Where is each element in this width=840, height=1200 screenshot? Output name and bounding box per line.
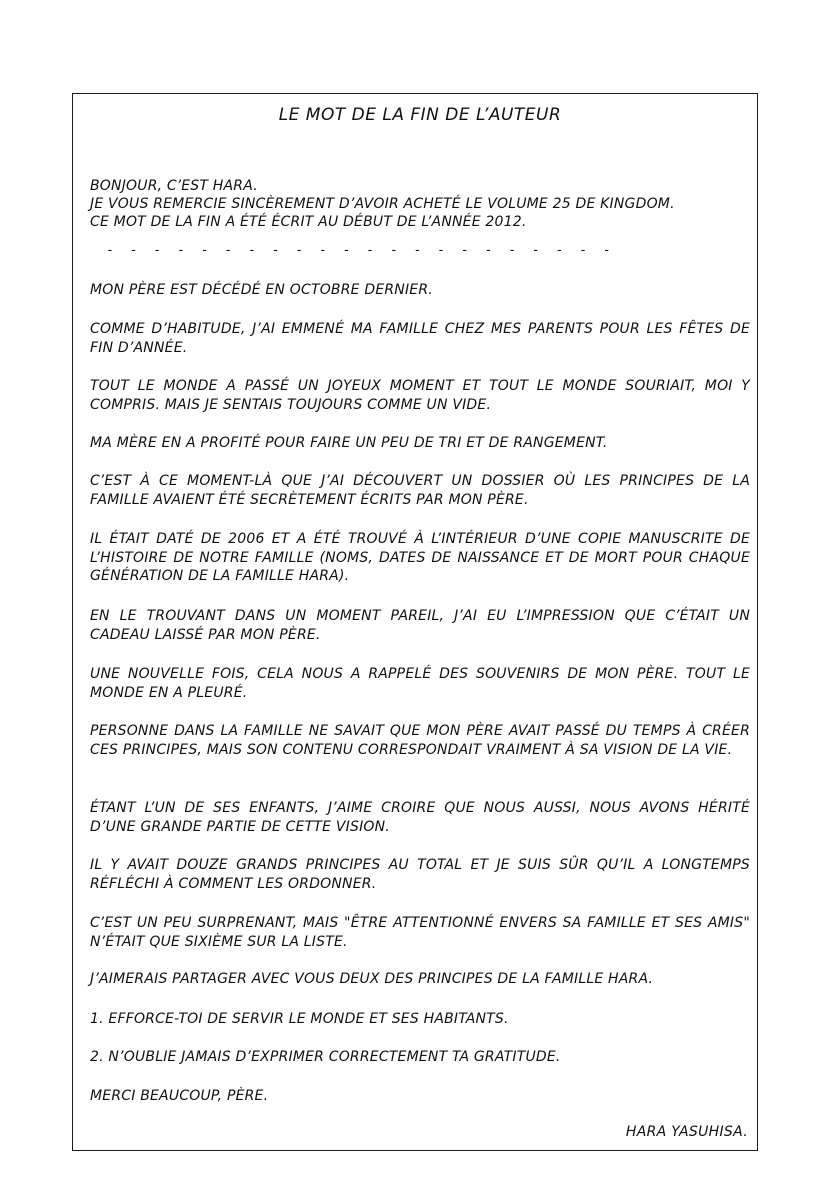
closing-line: MERCI BEAUCOUP, PÈRE. xyxy=(90,1088,269,1104)
principle-2: 2. N’OUBLIE JAMAIS D’EXPRIMER CORRECTEMENT TA GRATITUDE. xyxy=(90,1049,561,1065)
intro-date: CE MOT DE LA FIN A ÉTÉ ÉCRIT AU DÉBUT DE L’ANNÉE 2012. xyxy=(90,214,527,230)
paragraph-7: EN LE TROUVANT DANS UN MOMENT PAREIL, J’AI EU L’IMPRESSION QUE C’ÉTAIT UN CADEAU LAISSÉ PAR MON PÈRE. xyxy=(90,608,750,643)
paragraph-13: J’AIMERAIS PARTAGER AVEC VOUS DEUX DES PRINCIPES DE LA FAMILLE HARA. xyxy=(90,971,654,987)
intro-greeting: BONJOUR, C’EST HARA. xyxy=(90,178,258,194)
intro-thanks: JE VOUS REMERCIE SINCÈREMENT D’AVOIR ACHETÉ LE VOLUME 25 DE KINGDOM. xyxy=(90,196,675,212)
paragraph-9: PERSONNE DANS LA FAMILLE NE SAVAIT QUE MON PÈRE AVAIT PASSÉ DU TEMPS À CRÉER CES PRINCIPES, MAIS SON CONTENU CORRESPONDAIT VRAIMENT À SA VISION DE LA VIE. xyxy=(90,723,750,758)
separator: - - - - - - - - - - - - - - - - - - - - - - xyxy=(106,243,615,258)
paragraph-11: IL Y AVAIT DOUZE GRANDS PRINCIPES AU TOTAL ET JE SUIS SÛR QU’IL A LONGTEMPS RÉFLÉCHI À COMMENT LES ORDONNER. xyxy=(90,857,750,892)
paragraph-6: IL ÉTAIT DATÉ DE 2006 ET A ÉTÉ TROUVÉ À L’INTÉRIEUR D’UNE COPIE MANUSCRITE DE L’HISTOIRE DE NOTRE FAMILLE (NOMS, DATES DE NAISSANCE ET DE MORT POUR CHAQUE GÉNÉRATION DE LA FAMILLE HARA). xyxy=(90,531,750,584)
paragraph-10: ÉTANT L’UN DE SES ENFANTS, J’AIME CROIRE QUE NOUS AUSSI, NOUS AVONS HÉRITÉ D’UNE GRANDE PARTIE DE CETTE VISION. xyxy=(90,800,750,835)
paragraph-1: MON PÈRE EST DÉCÉDÉ EN OCTOBRE DERNIER. xyxy=(90,282,433,298)
page-title: LE MOT DE LA FIN DE L’AUTEUR xyxy=(278,105,562,125)
paragraph-3: TOUT LE MONDE A PASSÉ UN JOYEUX MOMENT ET TOUT LE MONDE SOURIAIT, MOI Y COMPRIS. MAIS JE SENTAIS TOUJOURS COMME UN VIDE. xyxy=(90,378,750,413)
paragraph-5: C’EST À CE MOMENT-LÀ QUE J’AI DÉCOUVERT UN DOSSIER OÙ LES PRINCIPES DE LA FAMILLE AVAIENT ÉTÉ SECRÈTEMENT ÉCRITS PAR MON PÈRE. xyxy=(90,473,750,508)
principle-1: 1. EFFORCE-TOI DE SERVIR LE MONDE ET SES HABITANTS. xyxy=(90,1011,509,1027)
paragraph-8: UNE NOUVELLE FOIS, CELA NOUS A RAPPELÉ DES SOUVENIRS DE MON PÈRE. TOUT LE MONDE EN A PLEURÉ. xyxy=(90,666,750,701)
paragraph-4: MA MÈRE EN A PROFITÉ POUR FAIRE UN PEU DE TRI ET DE RANGEMENT. xyxy=(90,435,608,451)
paragraph-2: COMME D’HABITUDE, J’AI EMMENÉ MA FAMILLE CHEZ MES PARENTS POUR LES FÊTES DE FIN D’ANNÉE. xyxy=(90,321,750,356)
paragraph-12: C’EST UN PEU SURPRENANT, MAIS "ÊTRE ATTENTIONNÉ ENVERS SA FAMILLE ET SES AMIS" N’ÉTAIT QUE SIXIÈME SUR LA LISTE. xyxy=(90,915,750,950)
author-signature: HARA YASUHISA. xyxy=(625,1124,748,1140)
